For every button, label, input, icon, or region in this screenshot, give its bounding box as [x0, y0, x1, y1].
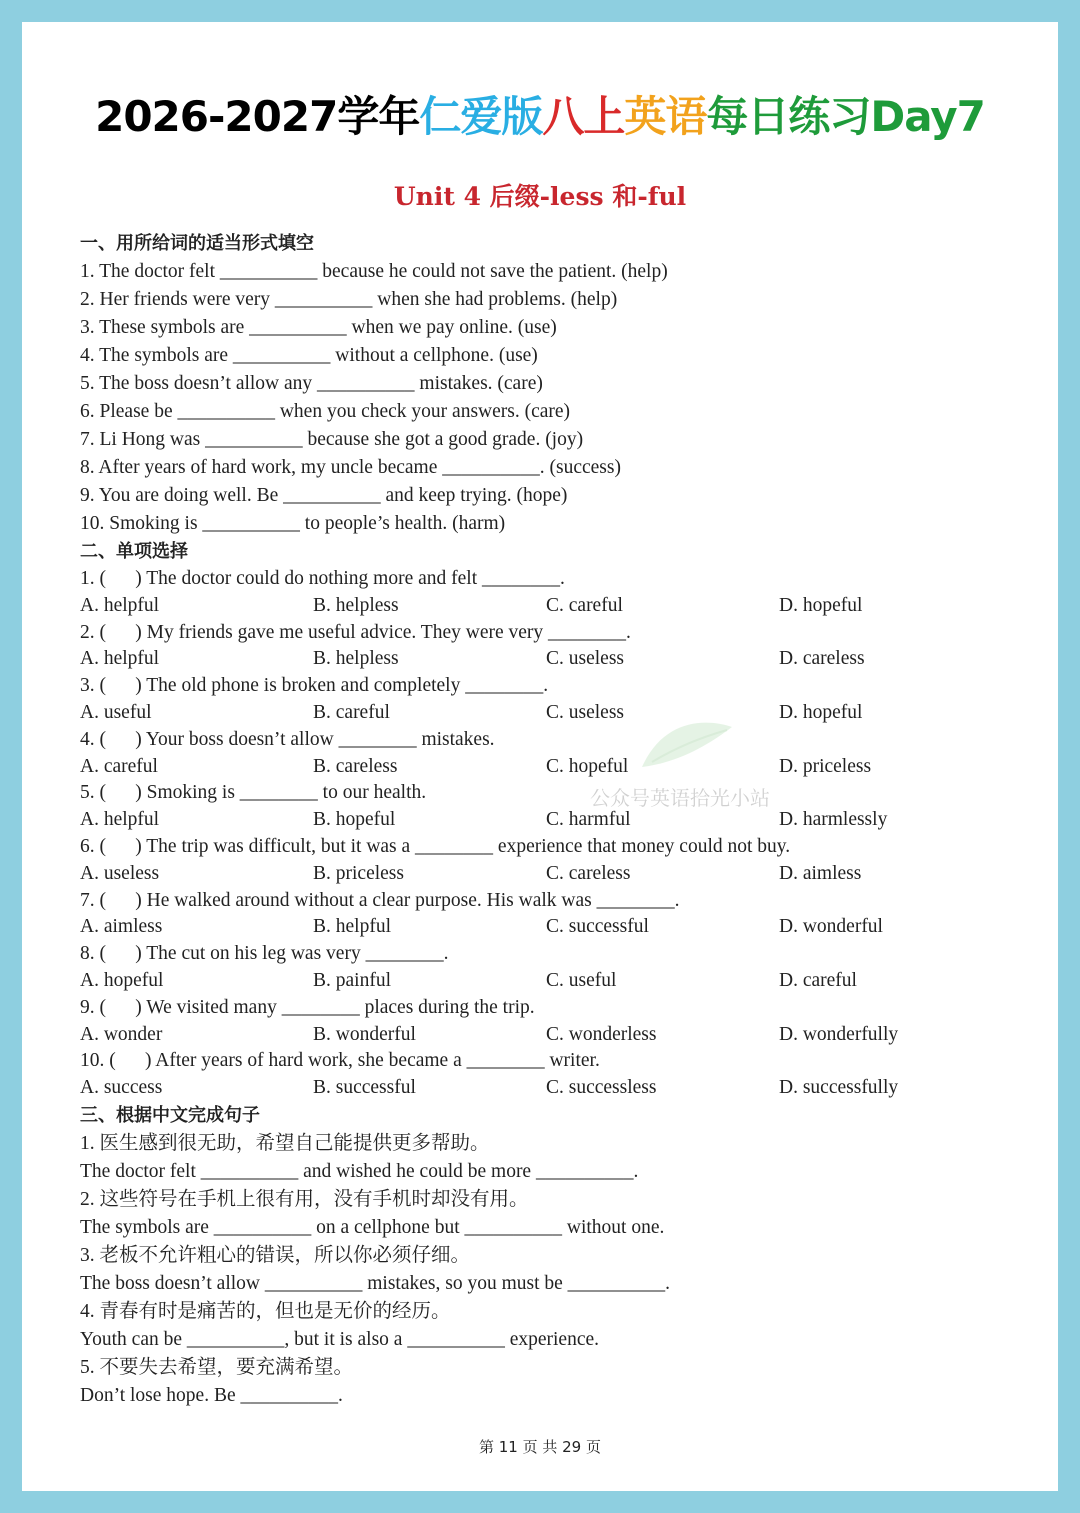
- fill-blank-item: 4. The symbols are __________ without a cellphone. (use): [80, 345, 538, 366]
- choice-question: 6. ( ) The trip was difficult, but it was a ________ experience that money could not buy.: [80, 835, 791, 857]
- translation-chinese: 1. 医生感到很无助，希望自己能提供更多帮助。: [80, 1132, 490, 1154]
- choice-question: 1. ( ) The doctor could do nothing more and felt ________.: [80, 568, 565, 589]
- choice-option: A. success: [80, 1077, 163, 1099]
- translation-english: Don’t lose hope. Be __________.: [80, 1384, 343, 1406]
- watermark-text: 公众号英语拾光小站: [590, 786, 770, 810]
- choice-option: A. wonder: [80, 1023, 163, 1045]
- choice-options-row: [80, 807, 1040, 834]
- fill-blank-item: 6. Please be __________ when you check your answers. (care): [80, 401, 571, 422]
- choice-option: D. careful: [779, 969, 857, 991]
- choice-option: D. wonderful: [779, 916, 883, 938]
- section2-heading: 二、单项选择: [80, 541, 188, 562]
- fill-blank-item: 2. Her friends were very __________ when she had problems. (help): [80, 289, 618, 310]
- translation-english: The doctor felt __________ and wished he could be more __________.: [80, 1160, 639, 1182]
- choice-option: C. hopeful: [546, 755, 629, 777]
- choice-options-row: [80, 646, 1040, 673]
- fill-blank-item: 3. These symbols are __________ when we pay online. (use): [80, 317, 557, 338]
- choice-option: B. careless: [313, 755, 398, 777]
- fill-blank-item: 9. You are doing well. Be __________ and keep trying. (hope): [80, 485, 568, 506]
- choice-options-row: [80, 914, 1040, 941]
- choice-option: B. painful: [313, 969, 391, 991]
- section1-list: [80, 258, 1040, 538]
- choice-question: 9. ( ) We visited many ________ places during the trip.: [80, 996, 535, 1018]
- translation-chinese: 5. 不要失去希望，要充满希望。: [80, 1356, 354, 1378]
- choice-option: A. helpful: [80, 809, 160, 831]
- choice-option: D. successfully: [779, 1077, 899, 1099]
- choice-option: B. helpless: [313, 648, 399, 670]
- choice-option: C. useless: [546, 701, 624, 723]
- title-subject: 英语: [624, 92, 707, 141]
- choice-option: D. careless: [779, 648, 865, 670]
- section1-heading: 一、用所给词的适当形式填空: [80, 233, 314, 254]
- choice-option: C. careless: [546, 862, 631, 884]
- fill-blank-item: 10. Smoking is __________ to people’s health. (harm): [80, 513, 506, 534]
- fill-blank-item: 7. Li Hong was __________ because she got a good grade. (joy): [80, 429, 584, 450]
- choice-option: A. careful: [80, 755, 158, 777]
- choice-option: C. useless: [546, 648, 624, 670]
- choice-option: C. useful: [546, 969, 617, 991]
- choice-question: 5. ( ) Smoking is ________ to our health.: [80, 782, 427, 804]
- choice-question: 10. ( ) After years of hard work, she became a ________ writer.: [80, 1050, 600, 1072]
- choice-option: B. hopeful: [313, 809, 396, 831]
- title-grade: 八上: [542, 92, 625, 141]
- title-day: 每日练习Day7: [706, 92, 985, 141]
- choice-option: B. wonderful: [313, 1023, 416, 1045]
- choice-options-row: [80, 700, 1040, 727]
- choice-question: 3. ( ) The old phone is broken and completely ________.: [80, 675, 549, 697]
- worksheet-page: [22, 22, 1058, 1491]
- choice-option: D. aimless: [779, 862, 862, 884]
- choice-options-row: [80, 593, 1040, 620]
- page-title: [22, 84, 1058, 144]
- translation-chinese: 4. 青春有时是痛苦的，但也是无价的经历。: [80, 1300, 451, 1322]
- choice-option: A. helpful: [80, 594, 160, 616]
- choice-option: C. harmful: [546, 809, 631, 831]
- title-year: 2026-2027学年: [95, 92, 420, 141]
- choice-question: 7. ( ) He walked around without a clear purpose. His walk was ________.: [80, 889, 680, 911]
- translation-chinese: 2. 这些符号在手机上很有用，没有手机时却没有用。: [80, 1188, 529, 1210]
- choice-options-row: [80, 1075, 1040, 1102]
- choice-option: D. priceless: [779, 755, 872, 777]
- worksheet-content: [80, 230, 1040, 1410]
- fill-blank-item: 5. The boss doesn’t allow any __________ mistakes. (care): [80, 373, 543, 394]
- choice-option: D. hopeful: [779, 594, 863, 616]
- choice-option: B. successful: [313, 1077, 416, 1099]
- translation-english: The symbols are __________ on a cellphone but __________ without one.: [80, 1216, 665, 1238]
- choice-option: A. helpful: [80, 648, 160, 670]
- choice-question: 8. ( ) The cut on his leg was very ________.: [80, 943, 449, 965]
- translation-chinese: 3. 老板不允许粗心的错误，所以你必须仔细。: [80, 1244, 471, 1266]
- section2-list: [80, 566, 1040, 1102]
- choice-options-row: [80, 1022, 1040, 1049]
- choice-options-row: [80, 861, 1040, 888]
- choice-option: C. successful: [546, 916, 649, 938]
- choice-options-row: [80, 754, 1040, 781]
- choice-option: B. careful: [313, 701, 390, 723]
- title-edition: 仁爱版: [419, 92, 543, 141]
- choice-option: C. wonderless: [546, 1023, 657, 1045]
- choice-option: C. successless: [546, 1077, 657, 1099]
- unit-subtitle: Unit 4 后缀-less 和-ful: [393, 182, 687, 211]
- choice-option: D. hopeful: [779, 701, 863, 723]
- fill-blank-item: 8. After years of hard work, my uncle became __________. (success): [80, 457, 621, 478]
- choice-option: A. hopeful: [80, 969, 164, 991]
- translation-english: The boss doesn’t allow __________ mistakes, so you must be __________.: [80, 1272, 671, 1294]
- choice-option: D. wonderfully: [779, 1023, 899, 1045]
- choice-option: B. priceless: [313, 862, 404, 884]
- choice-option: D. harmlessly: [779, 809, 888, 831]
- section3-heading: 三、根据中文完成句子: [80, 1104, 260, 1126]
- choice-question: 2. ( ) My friends gave me useful advice. They were very ________.: [80, 621, 631, 643]
- translation-english: Youth can be __________, but it is also a __________ experience.: [80, 1328, 600, 1350]
- choice-option: A. useful: [80, 701, 152, 723]
- page-footer: 第 11 页 共 29 页: [478, 1438, 601, 1456]
- choice-option: A. useless: [80, 862, 160, 884]
- choice-question: 4. ( ) Your boss doesn’t allow ________ mistakes.: [80, 728, 495, 750]
- fill-blank-item: 1. The doctor felt __________ because he could not save the patient. (help): [80, 261, 668, 282]
- section3-list: [80, 1130, 1040, 1410]
- choice-option: A. aimless: [80, 916, 163, 938]
- choice-option: B. helpless: [313, 594, 399, 616]
- choice-options-row: [80, 968, 1040, 995]
- choice-option: C. careful: [546, 594, 623, 616]
- choice-option: B. helpful: [313, 916, 391, 938]
